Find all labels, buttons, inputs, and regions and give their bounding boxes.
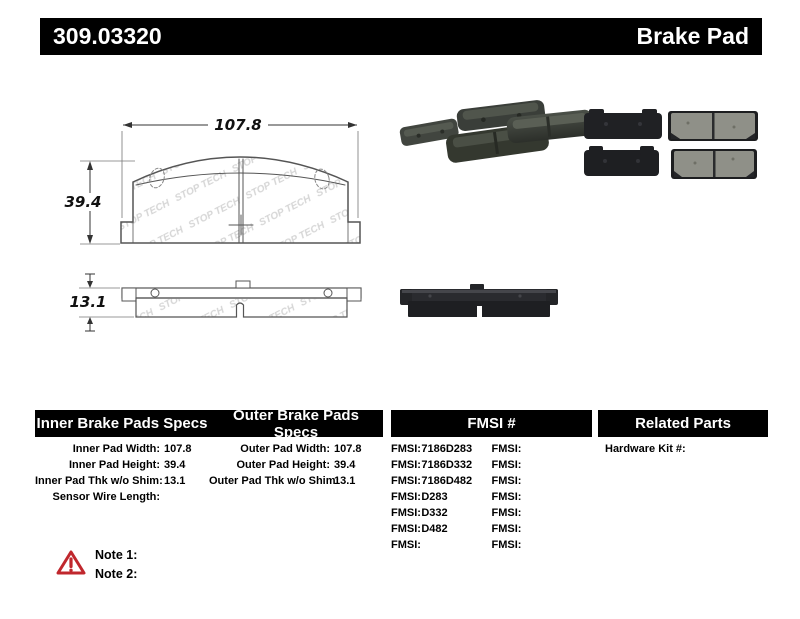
height-dimension [64, 161, 135, 244]
spec-row [209, 473, 383, 489]
related-parts-header-bar [598, 410, 768, 437]
height-dim-value: 39.4 [64, 193, 102, 211]
fmsi-label: FMSI: [391, 475, 421, 487]
fmsi-title: FMSI # [467, 415, 516, 432]
fmsi-label: FMSI: [391, 539, 421, 551]
fmsi-value [522, 441, 592, 457]
note-1: Note 1: [95, 548, 138, 562]
pad-gray-bottom [671, 149, 757, 179]
notes-block [95, 546, 137, 584]
fmsi-value [421, 537, 491, 553]
fmsi-label: FMSI: [491, 443, 522, 455]
fmsi-value [522, 521, 592, 537]
fmsi-value: D482 [421, 523, 448, 535]
spec-label: Inner Pad Height: [68, 459, 160, 471]
title-bar [40, 18, 762, 55]
clip-hole-right [313, 168, 331, 191]
fmsi-value: D283 [421, 491, 448, 503]
spec-row [209, 441, 383, 457]
pad-black-top [584, 109, 662, 139]
top-tab [236, 281, 250, 288]
fmsi-header-bar [391, 410, 592, 437]
spec-row [35, 457, 209, 473]
width-dimension [122, 116, 358, 218]
spec-label: Sensor Wire Length: [52, 491, 160, 503]
spec-label: Inner Pad Width: [72, 443, 160, 455]
thickness-dimension [69, 274, 134, 331]
fmsi-label: FMSI: [491, 459, 522, 471]
spec-label: Outer Pad Width: [240, 443, 330, 455]
outer-specs-title: Outer Brake Pads Specs [233, 406, 359, 441]
front-view-drawing [121, 157, 360, 243]
spec-label: Inner Pad Thk w/o Shim: [35, 475, 163, 487]
spec-row [35, 489, 209, 505]
spec-value: 13.1 [164, 475, 186, 487]
spec-label: Outer Pad Height: [236, 459, 330, 471]
friction-material [136, 298, 347, 317]
photo-pad-set-angled [399, 99, 594, 163]
pad-gray-top [668, 111, 758, 141]
warning-icon [58, 552, 84, 573]
fmsi-label: FMSI: [491, 539, 522, 551]
related-parts-rows [605, 441, 768, 457]
related-label: Hardware Kit #: [605, 443, 686, 455]
related-parts-title: Related Parts [635, 415, 731, 432]
fmsi-row [391, 473, 592, 489]
note-2: Note 2: [95, 567, 138, 581]
fmsi-label: FMSI: [391, 523, 421, 535]
spec-row [35, 473, 209, 489]
photo-pad-set-flat [584, 109, 758, 179]
spec-value: 13.1 [334, 475, 356, 487]
clip-hole-left [147, 166, 166, 189]
rivet-left [151, 289, 159, 297]
fmsi-label: FMSI: [491, 507, 522, 519]
part-number: 309.03320 [53, 23, 162, 49]
center-mark [229, 215, 253, 235]
spec-row [209, 457, 383, 473]
rivet-right [324, 289, 332, 297]
fmsi-value: 7186D283 [421, 443, 473, 455]
width-dim-value: 107.8 [214, 116, 262, 134]
fmsi-value: D332 [421, 507, 448, 519]
thickness-dim-value: 13.1 [69, 293, 107, 311]
side-view-drawing [122, 281, 361, 317]
fmsi-row [391, 505, 592, 521]
fmsi-row [391, 441, 592, 457]
fmsi-value [522, 473, 592, 489]
spec-value: 107.8 [334, 443, 362, 455]
fmsi-label: FMSI: [491, 491, 522, 503]
fmsi-value: 7186D332 [421, 459, 473, 471]
fmsi-label: FMSI: [391, 507, 421, 519]
fmsi-row [391, 521, 592, 537]
fmsi-row [391, 457, 592, 473]
related-row [605, 441, 768, 457]
front-pad-outline [121, 157, 360, 243]
pads-specs-header-bar [35, 406, 383, 441]
inner-specs-title: Inner Brake Pads Specs [36, 415, 208, 432]
fmsi-value [522, 537, 592, 553]
page-title: Brake Pad [636, 23, 749, 49]
spec-row [35, 441, 209, 457]
fmsi-rows [391, 441, 592, 553]
spec-value: 107.8 [164, 443, 192, 455]
backing-plate [122, 288, 361, 298]
fmsi-label: FMSI: [391, 491, 421, 503]
fmsi-label: FMSI: [391, 443, 421, 455]
photo-pad-side-view [400, 284, 558, 317]
spec-value: 39.4 [164, 459, 186, 471]
fmsi-row [391, 489, 592, 505]
fmsi-value [522, 505, 592, 521]
outer-specs-rows [209, 441, 383, 489]
fmsi-value [522, 489, 592, 505]
pad-black-bottom [584, 146, 659, 176]
fmsi-label: FMSI: [491, 523, 522, 535]
fmsi-label: FMSI: [391, 459, 421, 471]
inner-specs-rows [35, 441, 209, 505]
fmsi-label: FMSI: [491, 475, 522, 487]
fmsi-row [391, 537, 592, 553]
spec-label: Outer Pad Thk w/o Shim: [209, 475, 340, 487]
spec-value: 39.4 [334, 459, 356, 471]
fmsi-value [522, 457, 592, 473]
fmsi-value: 7186D482 [421, 475, 473, 487]
